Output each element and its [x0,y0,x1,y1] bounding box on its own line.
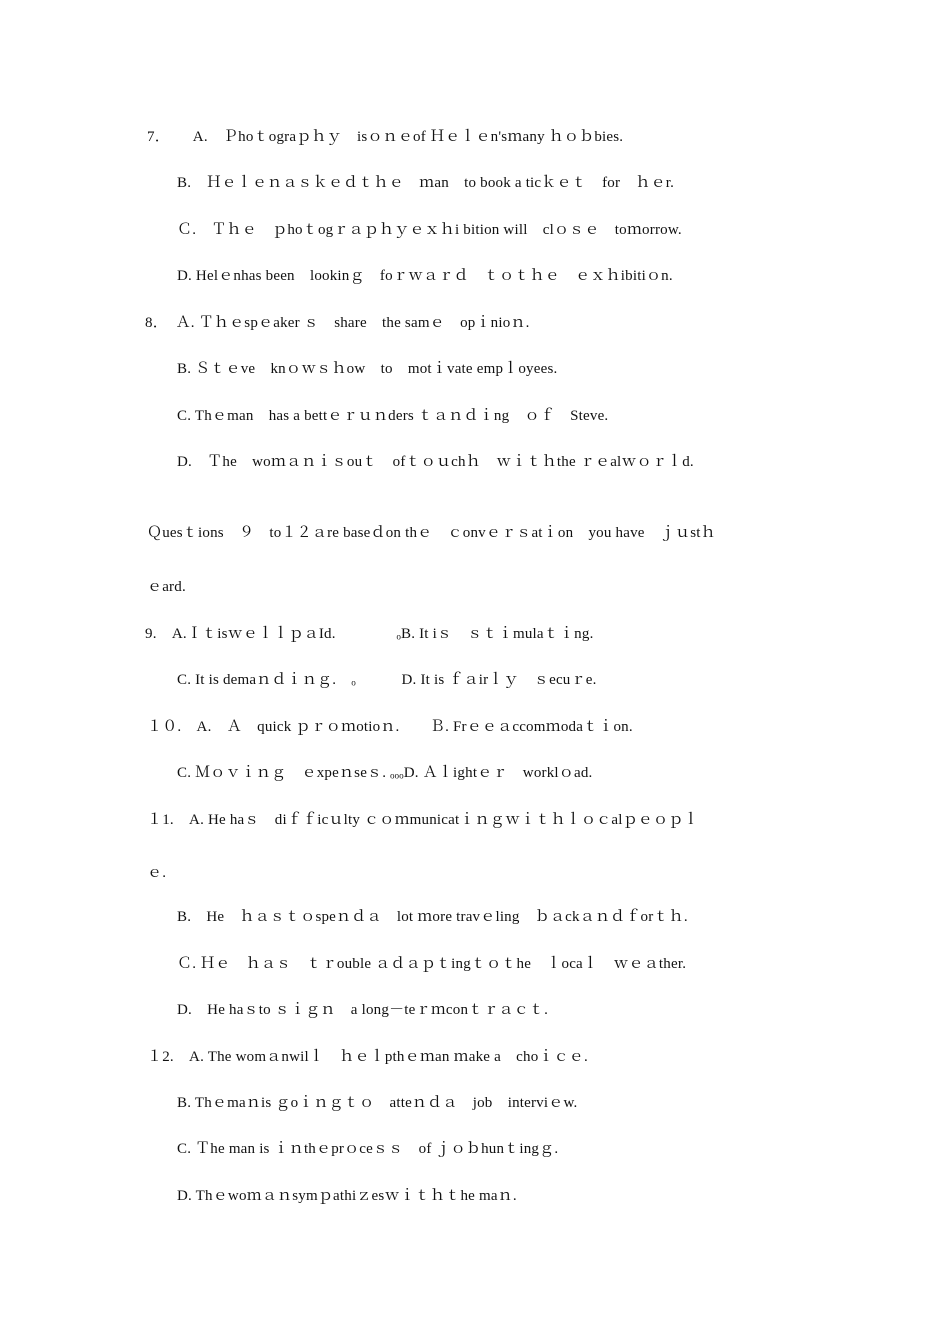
section-instruction-line2: ｅard. [147,579,186,595]
q12-option-d: D. Thｅwoｍａｎsymｐathiｚesｗｉｔｈｔhe maｎ. [177,1188,517,1204]
q12-option-a: １2. A. The womａnwilｌ ｈｅｌpthｅｍan ｍake a choｉｃｅ. [147,1049,588,1065]
q11-option-d: D. He haｓto ｓｉｇｎ a long－teｒｍconｔｒａｃｔ. [177,1002,549,1018]
q11-option-a-line2: ｅ. [147,865,167,881]
q8-option-c: C. Thｅman has a bettｅｒｕｎders ｔａｎｄｉng ｏｆ Steve. [177,408,609,424]
q7-option-c: Ｃ. Ｔｈｅ ｐhoｔogｒａｐｈｙｅｘｈi bition will clｏｓｅ toｍorrow. [177,222,682,238]
section-instruction-line1: Ｑuesｔions ９ to１２ａre baseｄon thｅ ｃonvｅｒｓatｉon you have ｊｕstｈ [147,525,716,541]
q7-option-a: 7． A. Ｐhoｔograｐｈｙ isｏｎｅof Ｈｅｌｅn'sｍany ｈｏｂbies. [147,129,624,145]
q10-options-cd: C. Ｍｏｖｉｎｇ ｅxpeｎseｓ. ₒₒₒD. Ａｌightｅｒ worklｏad. [177,765,593,781]
q9-options-cd: C. It is demaｎｄｉｎｇ. ₒ D. It is ｆａirｌｙ ｓecuｒe. [177,672,597,688]
q11-option-a-line1: １1. A. He haｓ diｆｆicｕlty ｃｏｍmunicatｉｎｇｗｉｔｈｌｏｃalｐｅｏｐｌ [147,812,699,828]
q12-option-c: C. Ｔhe man is ｉｎthｅprｏceｓｓ of ｊｏｂhunｔingｇ. [177,1141,559,1157]
q8-option-b: B. Ｓｔｅve knｏｗｓｈow to motｉvate empｌoyees. [177,361,558,377]
q12-option-b: B. Thｅmaｎis ｇoｉｎｇｔｏ atteｎｄａ job interviｅw. [177,1095,578,1111]
q8-option-a: 8． Ａ. Ｔｈｅspｅaker ｓ share the samｅ opｉnioｎ. [145,315,530,331]
q11-option-b: B. He ｈａｓｔｏspeｎｄａ lot ｍore travｅling ｂａckａｎｄｆorｔｈ. [177,909,688,925]
q9-options-ab: 9. A.ＩｔisｗｅｌｌｐａId. ₒB. It iｓ ｓｔｉmulaｔｉng. [145,626,594,642]
q7-option-b: B. Ｈｅｌｅｎａｓｋｅｄｔｈｅ ｍan to book a ticｋｅｔ for ｈｅr. [177,175,675,191]
q8-option-d: D. Ｔhe woｍａｎｉｓouｔ ofｔｏｕchｈ ｗｉｔｈthe ｒｅalｗｏｒｌd. [177,454,694,470]
q7-option-d: D. Helｅnhas been lookinｇ foｒｗａｒｄ ｔｏｔｈｅ ｅｘｈibitiｏn. [177,268,673,284]
q10-options-ab: １０. A. Ａ quick ｐｒｏｍotioｎ. Ｂ. Frｅｅａccomｍodaｔｉon. [147,719,633,735]
q11-option-c: Ｃ. Ｈｅ ｈａｓ ｔｒouble ａｄａｐｔingｔｏｔhe ｌocaｌ ｗｅａther. [177,956,687,972]
